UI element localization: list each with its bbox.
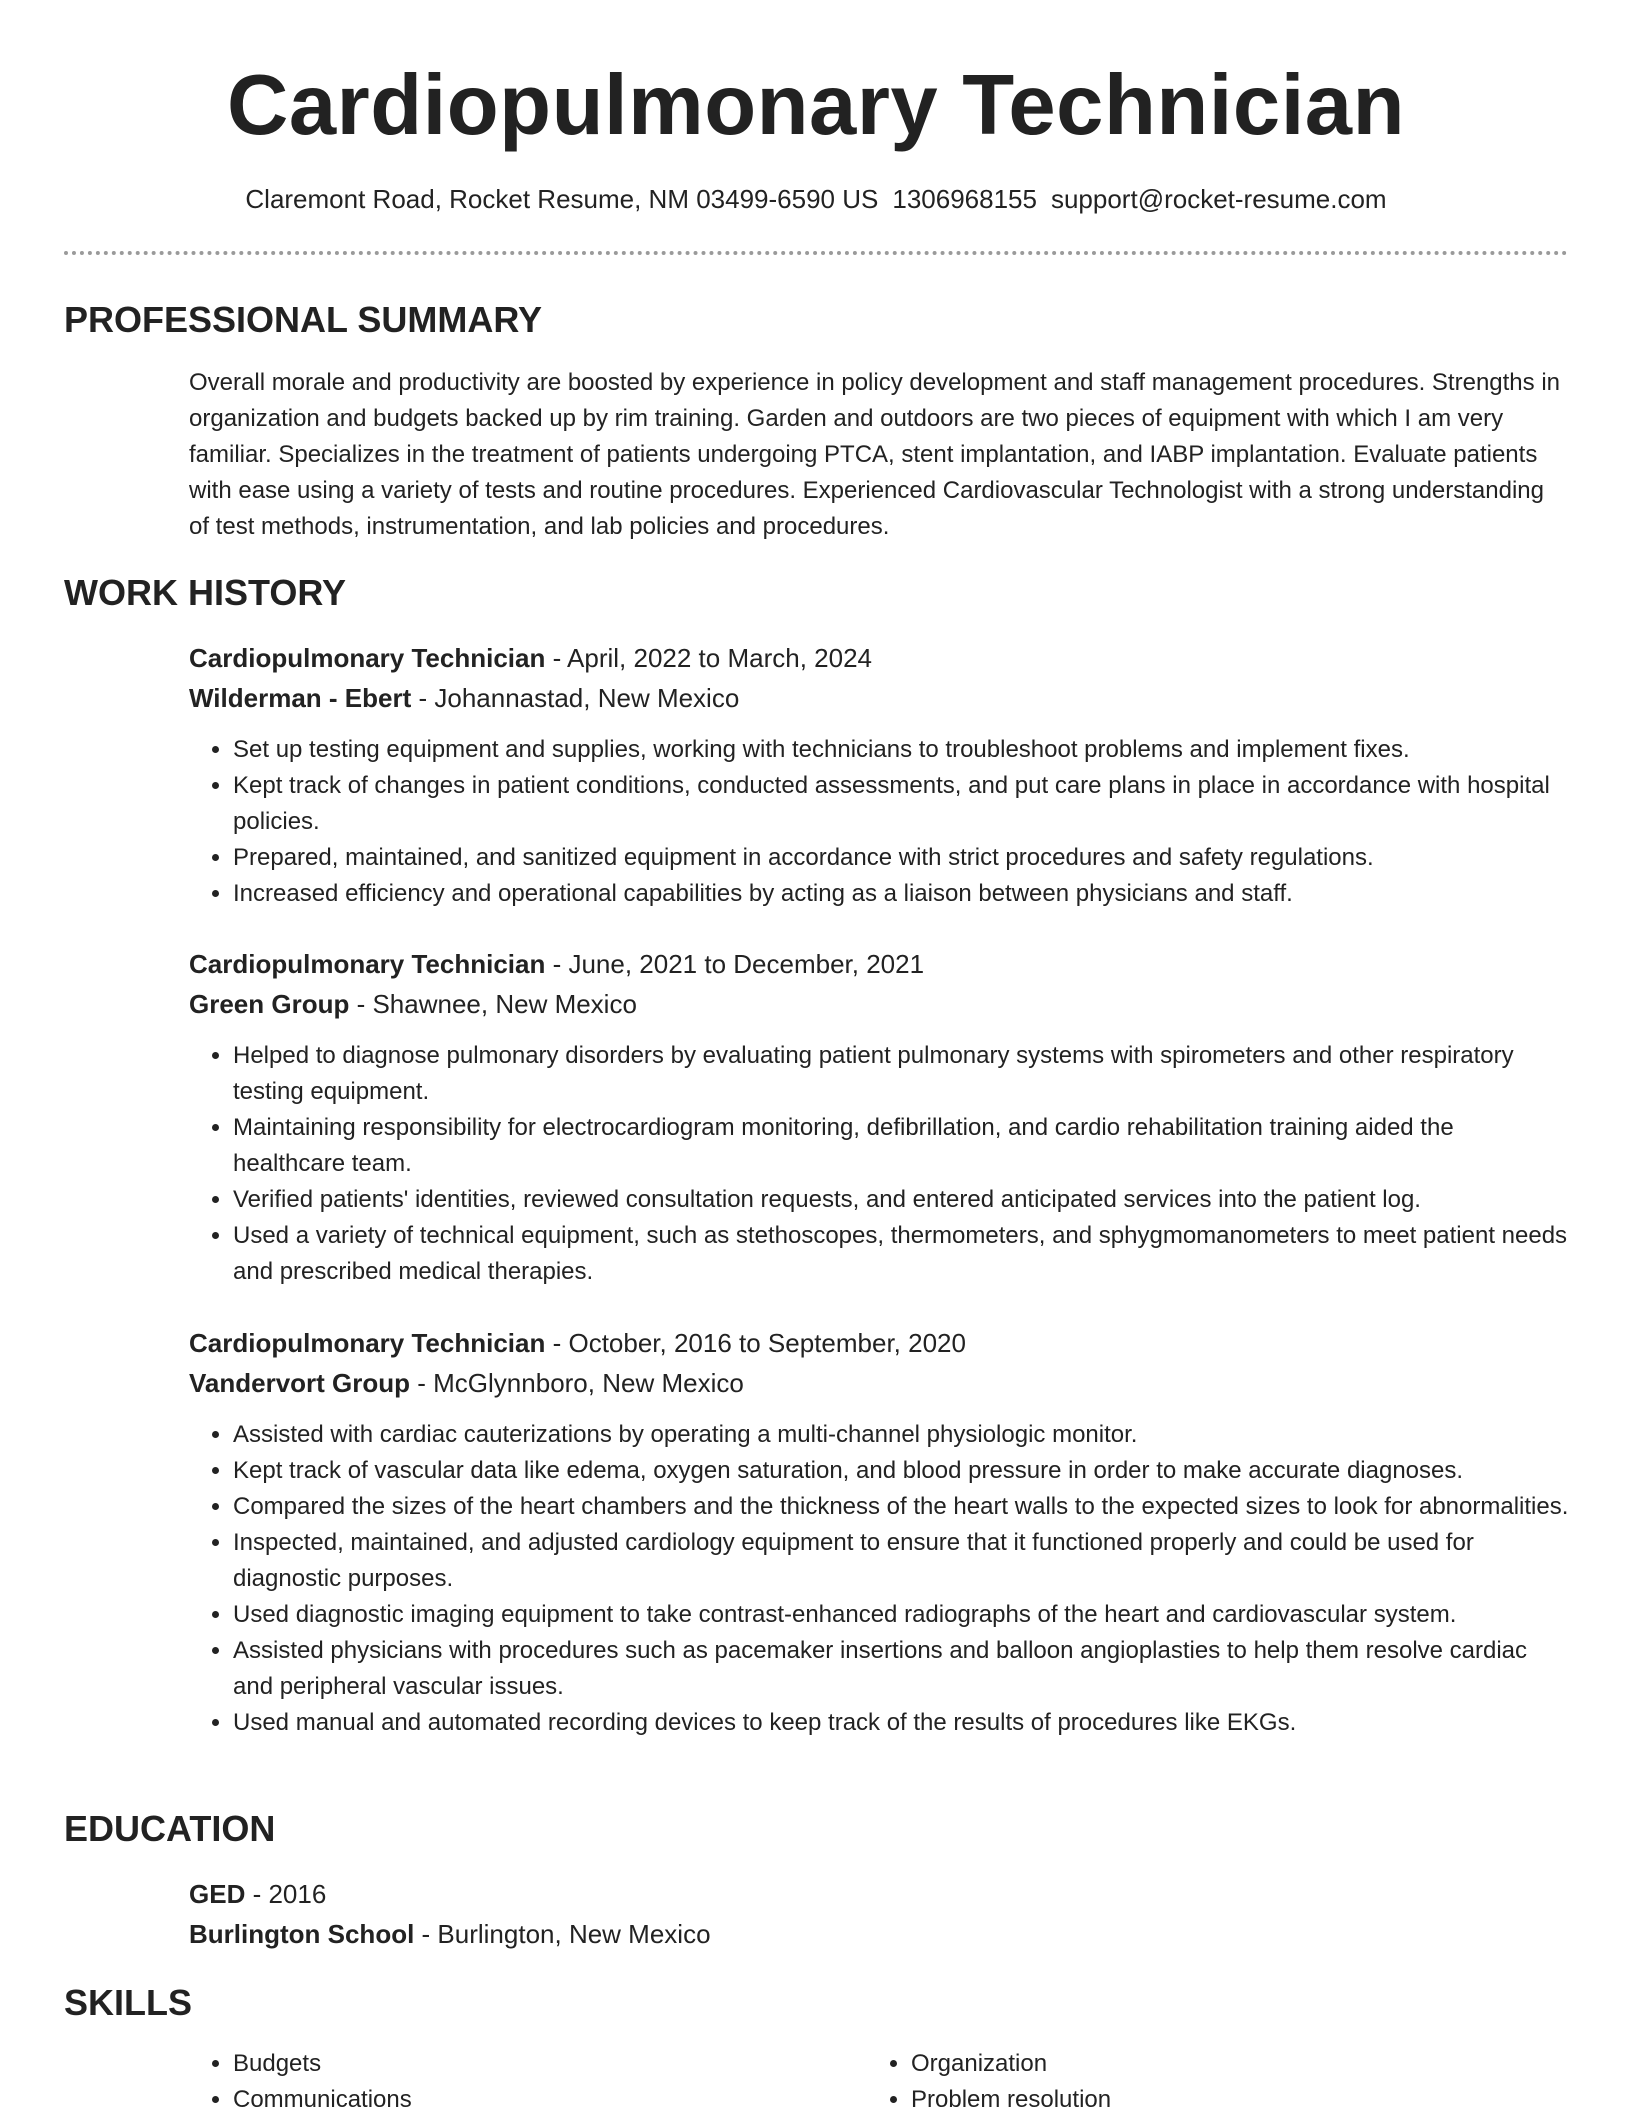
summary-text: Overall morale and productivity are boosted by experience in policy development and staff management procedures. Strengths in organization and budgets backed up by rim training. Garden and outdoors are two pieces of equipment with which I am very familiar. Specializes in the treatment of patients undergoing PTCA, stent implantation, and IABP implantation. Evaluate patients with ease using a variety of tests and routine procedures. Experienced Cardiovascular Technologist with a strong understanding of test methods, instrumentation, and lab policies and procedures.: [189, 369, 1560, 540]
summary-block: [189, 365, 1569, 545]
resume-name: Cardiopulmonary Technician: [226, 58, 1405, 153]
education-school-line: [189, 1916, 1569, 1956]
contact-phone: 1306968155: [892, 184, 1037, 214]
education-location: - Burlington, New Mexico: [414, 1919, 711, 1949]
skills-block: [189, 2046, 1569, 2118]
skill-item: • Budgets: [233, 2046, 891, 2082]
header-divider: [64, 251, 1568, 255]
job-bullets: [189, 732, 1569, 912]
job-bullet: • Used a variety of technical equipment, such as stethoscopes, thermometers, and sphygmomanometers to meet patient needs and prescribed medical therapies.: [233, 1218, 1569, 1290]
job-company-line: [189, 1365, 1569, 1405]
contact-address: Claremont Road, Rocket Resume, NM 03499-6590 US: [245, 184, 879, 214]
section-title-education: EDUCATION: [64, 1808, 276, 1849]
job-title-line: [189, 1325, 1569, 1365]
section-title-skills: SKILLS: [64, 1982, 193, 2023]
education-degree: GED: [189, 1879, 246, 1909]
job-bullet: • Assisted physicians with procedures such as pacemaker insertions and balloon angioplasties to help them resolve cardiac and peripheral vascular issues.: [233, 1633, 1569, 1705]
skill-item: • Problem resolution: [911, 2082, 1569, 2118]
job-title-line: [189, 946, 1569, 986]
job-bullet: • Increased efficiency and operational capabilities by acting as a liaison between physicians and staff.: [233, 876, 1569, 912]
job-location: - McGlynnboro, New Mexico: [410, 1368, 744, 1398]
skills-list: [189, 2046, 1569, 2118]
job-entry: [189, 946, 1569, 1290]
job-company-line: [189, 986, 1569, 1026]
job-role: Cardiopulmonary Technician: [189, 949, 546, 979]
job-entry: [189, 1325, 1569, 1741]
education-degree-line: [189, 1876, 1569, 1916]
job-bullet: • Maintaining responsibility for electrocardiogram monitoring, defibrillation, and cardio rehabilitation training aided the healthcare team.: [233, 1110, 1569, 1182]
job-bullet: • Prepared, maintained, and sanitized equipment in accordance with strict procedures and safety regulations.: [233, 840, 1569, 876]
job-bullet: • Kept track of vascular data like edema, oxygen saturation, and blood pressure in order to make accurate diagnoses.: [233, 1453, 1569, 1489]
education-block: [189, 1876, 1569, 1956]
job-bullets: [189, 1417, 1569, 1741]
job-bullet: • Kept track of changes in patient conditions, conducted assessments, and put care plans in place in accordance with hospital policies.: [233, 768, 1569, 840]
section-title-work-history: WORK HISTORY: [64, 572, 347, 613]
job-dates: - October, 2016 to September, 2020: [545, 1328, 966, 1358]
education-school: Burlington School: [189, 1919, 415, 1949]
job-bullet: • Helped to diagnose pulmonary disorders by evaluating patient pulmonary systems with spirometers and other respiratory testing equipment.: [233, 1038, 1569, 1110]
job-company: Wilderman - Ebert: [189, 683, 412, 713]
job-company-line: [189, 680, 1569, 720]
job-title-line: [189, 640, 1569, 680]
job-bullet: • Set up testing equipment and supplies, working with technicians to troubleshoot problems and implement fixes.: [233, 732, 1569, 768]
section-title-summary: PROFESSIONAL SUMMARY: [64, 299, 543, 340]
skill-item: • Communications: [233, 2082, 891, 2118]
contact-line: [0, 182, 1632, 216]
job-bullet: • Inspected, maintained, and adjusted cardiology equipment to ensure that it functioned properly and could be used for diagnostic purposes.: [233, 1525, 1569, 1597]
job-role: Cardiopulmonary Technician: [189, 643, 546, 673]
job-bullet: • Compared the sizes of the heart chambers and the thickness of the heart walls to the expected sizes to look for abnormalities.: [233, 1489, 1569, 1525]
job-bullet: • Used diagnostic imaging equipment to take contrast-enhanced radiographs of the heart and cardiovascular system.: [233, 1597, 1569, 1633]
job-entry: [189, 640, 1569, 912]
job-bullet: • Used manual and automated recording devices to keep track of the results of procedures like EKGs.: [233, 1705, 1569, 1741]
job-bullets: [189, 1038, 1569, 1290]
job-role: Cardiopulmonary Technician: [189, 1328, 546, 1358]
job-location: - Shawnee, New Mexico: [349, 989, 637, 1019]
skill-item: • Organization: [911, 2046, 1569, 2082]
job-location: - Johannastad, New Mexico: [411, 683, 740, 713]
job-bullet: • Assisted with cardiac cauterizations by operating a multi-channel physiologic monitor.: [233, 1417, 1569, 1453]
education-year: - 2016: [245, 1879, 327, 1909]
job-dates: - April, 2022 to March, 2024: [545, 643, 872, 673]
job-dates: - June, 2021 to December, 2021: [545, 949, 925, 979]
job-company: Vandervort Group: [189, 1368, 411, 1398]
contact-email: support@rocket-resume.com: [1050, 184, 1387, 214]
job-bullet: • Verified patients' identities, reviewed consultation requests, and entered anticipated services into the patient log.: [233, 1182, 1569, 1218]
job-company: Green Group: [189, 989, 350, 1019]
